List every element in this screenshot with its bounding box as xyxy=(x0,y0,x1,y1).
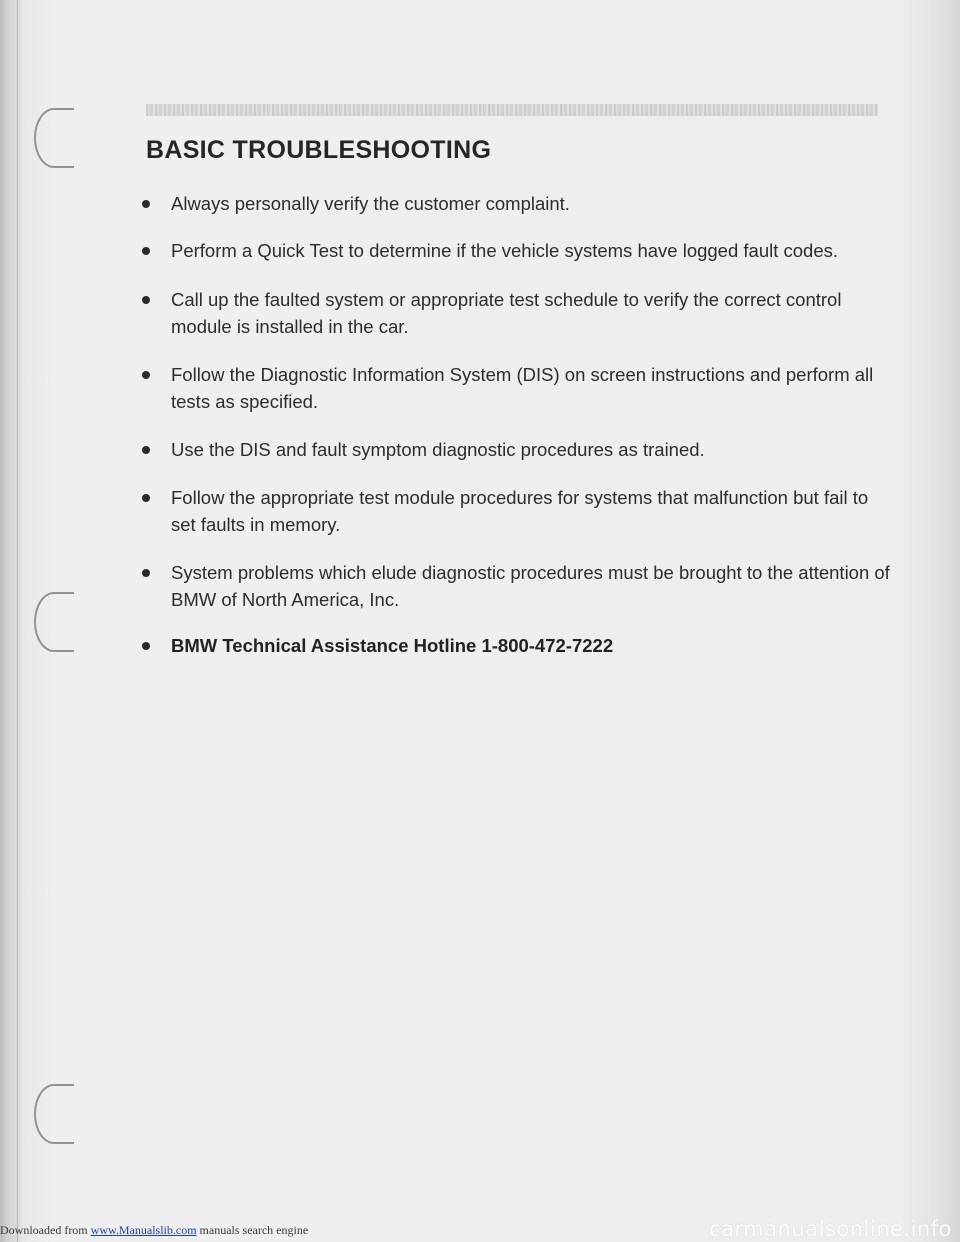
bullet-icon xyxy=(142,642,150,650)
bullet-icon xyxy=(142,200,150,208)
bullet-icon xyxy=(142,296,150,304)
hotline-text: BMW Technical Assistance Hotline 1-800-472-7222 xyxy=(171,635,614,656)
list-item xyxy=(142,484,890,538)
bullet-icon xyxy=(142,371,150,379)
hotline-item xyxy=(142,632,890,659)
list-item-text: Use the DIS and fault symptom diagnostic procedures as trained. xyxy=(171,439,705,460)
bullet-icon xyxy=(142,446,150,454)
bullet-icon xyxy=(142,494,150,502)
list-item xyxy=(142,559,890,613)
list-item-text: Follow the appropriate test module procedures for systems that malfunction but fail to set faults in memory. xyxy=(171,487,869,535)
list-item-text: Call up the faulted system or appropriate test schedule to verify the correct control module is installed in the car. xyxy=(171,289,842,337)
list-item xyxy=(142,436,890,463)
list-item xyxy=(142,237,890,264)
binding-line xyxy=(17,0,18,1242)
list-item xyxy=(142,361,890,415)
page-binding-edge xyxy=(0,0,22,1242)
list-item-text: Perform a Quick Test to determine if the vehicle systems have logged fault codes. xyxy=(171,240,839,261)
footer-prefix: Downloaded from xyxy=(0,1223,88,1237)
page-title: BASIC TROUBLESHOOTING xyxy=(146,136,492,164)
list-item-text: Follow the Diagnostic Information System (DIS) on screen instructions and perform all tests as specified. xyxy=(171,364,874,412)
punch-hole-bottom xyxy=(34,1084,74,1144)
list-item-text: Always personally verify the customer complaint. xyxy=(171,193,570,214)
list-item-text: System problems which elude diagnostic procedures must be brought to the attention of BMW of North America, Inc. xyxy=(171,562,890,610)
manualslib-link[interactable]: www.Manualslib.com xyxy=(90,1223,197,1237)
bullet-icon xyxy=(142,569,150,577)
site-watermark: carmanualsonline.info xyxy=(709,1217,952,1241)
list-item xyxy=(142,286,890,340)
bullet-icon xyxy=(142,247,150,255)
troubleshooting-list xyxy=(142,190,890,659)
punch-hole-top xyxy=(34,108,74,168)
download-footer xyxy=(0,1222,308,1238)
list-item xyxy=(142,190,890,217)
footer-suffix: manuals search engine xyxy=(199,1223,309,1237)
header-rule xyxy=(146,104,878,116)
punch-hole-middle xyxy=(34,592,74,652)
